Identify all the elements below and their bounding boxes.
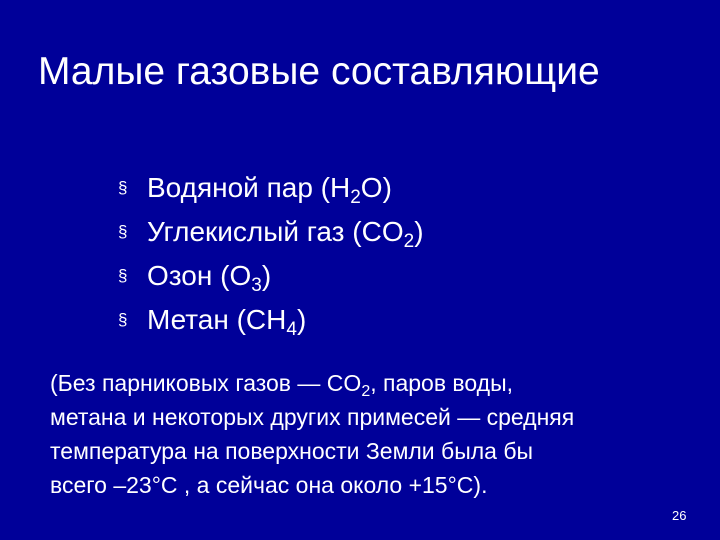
bullet-marker-icon: § (118, 178, 128, 197)
bullet-text (147, 300, 306, 340)
note-paragraph (50, 366, 700, 502)
bullet-text-main: Водяной пар (H (147, 172, 351, 203)
note-line: всего –23°C , а сейчас она около +15°C). (50, 472, 488, 498)
note-subscript: 2 (361, 383, 371, 400)
slide-title: Малые газовые составляющие (38, 50, 600, 93)
bullet-text-main: Озон (O (147, 260, 252, 291)
bullet-marker-icon: § (118, 310, 128, 329)
note-text: (Без парниковых газов — CO (50, 370, 362, 396)
bullet-text-end: ) (261, 260, 272, 291)
page-number: 26 (672, 508, 687, 523)
bullet-text-main: Метан (CH (147, 304, 287, 335)
bullet-text-end: ) (414, 216, 424, 247)
bullet-subscript: 2 (403, 231, 415, 252)
bullet-text (147, 168, 392, 208)
note-line: температура на поверхности Земли была бы (50, 438, 534, 464)
bullet-text (147, 212, 424, 252)
bullet-text-main: Углекислый газ (CO (147, 216, 404, 247)
bullet-marker-icon: § (118, 222, 128, 241)
note-text: , паров воды, (370, 370, 514, 396)
bullet-subscript: 4 (286, 319, 297, 340)
bullet-subscript: 2 (350, 187, 361, 208)
bullet-text (147, 256, 271, 296)
bullet-subscript: 3 (251, 275, 262, 296)
bullet-marker-icon: § (118, 266, 128, 285)
bullet-text-end: ) (296, 304, 307, 335)
note-line: метана и некоторых других примесей — средняя (50, 404, 575, 430)
note-line (50, 366, 700, 400)
bullet-text-end: O) (360, 172, 392, 203)
